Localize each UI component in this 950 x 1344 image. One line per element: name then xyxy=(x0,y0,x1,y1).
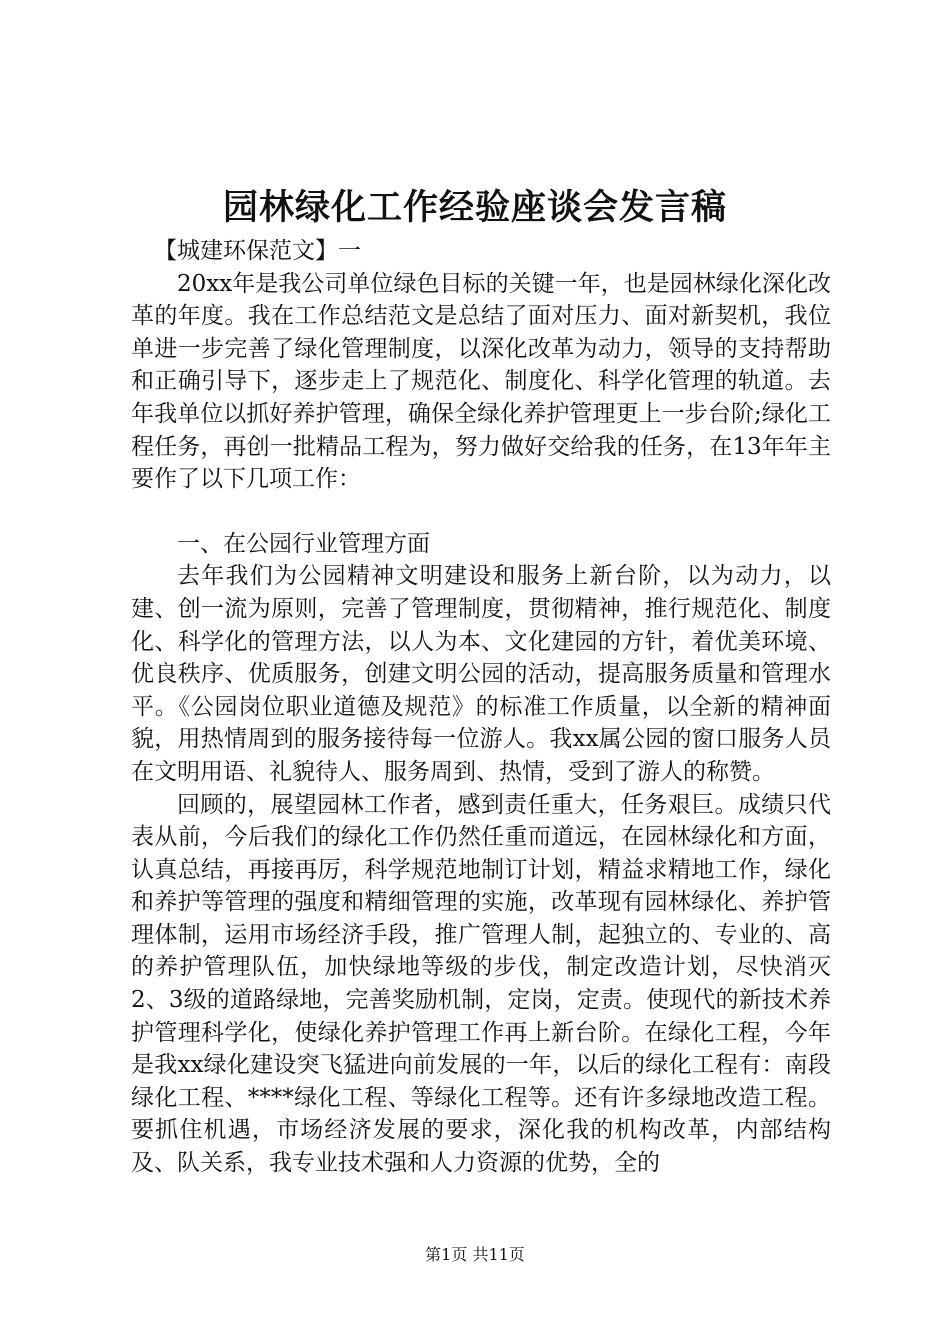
paragraph-review-outlook: 回顾的，展望园林工作者，感到责任重大，任务艰巨。成绩只代表从前，今后我们的绿化工作仍然任重而道远，在园林绿化和方面，认真总结，再接再厉，科学规范地制订计划，精益求精地工作，绿化和养护等管理的强度和精细管理的实施，改革现有园林绿化、养护管理体制，运用市场经济手段，推广管理人制，起独立的、专业的、高的养护管理队伍，加快绿地等级的步伐，制定改造计划，尽快消灭2、3级的道路绿地，完善奖励机制，定岗，定责。使现代的新技术养护管理科学化，使绿化养护管理工作再上新台阶。在绿化工程，今年是我xx绿化建设突飞猛进向前发展的一年，以后的绿化工程有：南段绿化工程、****绿化工程、等绿化工程等。还有许多绿地改造工程。要抓住机遇，市场经济发展的要求，深化我的机构改革，内部结构及、队关系，我专业技术强和人力资源的优势，全的 xyxy=(131,791,831,1177)
paragraph-park-management: 去年我们为公园精神文明建设和服务上新台阶，以为动力，以建、创一流为原则，完善了管理制度，贯彻精神，推行规范化、制度化、科学化的管理方法，以人为本、文化建园的方针，着优美环境、优良秩序、优质服务，创建文明公园的活动，提高服务质量和管理水平。《公园岗位职业道德及规范》的标准工作质量，以全新的精神面貌，用热情周到的服务接待每一位游人。我xx属公园的窗口服务人员在文明用语、礼貌待人、服务周到、热情，受到了游人的称赞。 xyxy=(131,563,831,785)
paragraph-intro: 20xx年是我公司单位绿色目标的关键一年，也是园林绿化深化改革的年度。我在工作总结范文是总结了面对压力、面对新契机，我位单进一步完善了绿化管理制度，以深化改革为动力，领导的支持帮助和正确引导下，逐步走上了规范化、制度化、科学化管理的轨道。去年我单位以抓好养护管理，确保全绿化养护管理更上一步台阶;绿化工程任务，再创一批精品工程为，努力做好交给我的任务，在13年年主要作了以下几项工作： xyxy=(131,270,831,493)
page-number: 第1页 共11页 xyxy=(425,1245,525,1264)
category-tag: 【城建环保范文】一 xyxy=(154,238,361,264)
document-title: 园林绿化工作经验座谈会发言稿 xyxy=(222,187,727,228)
document-body xyxy=(131,235,831,1180)
section-heading: 一、在公园行业管理方面 xyxy=(177,530,430,557)
